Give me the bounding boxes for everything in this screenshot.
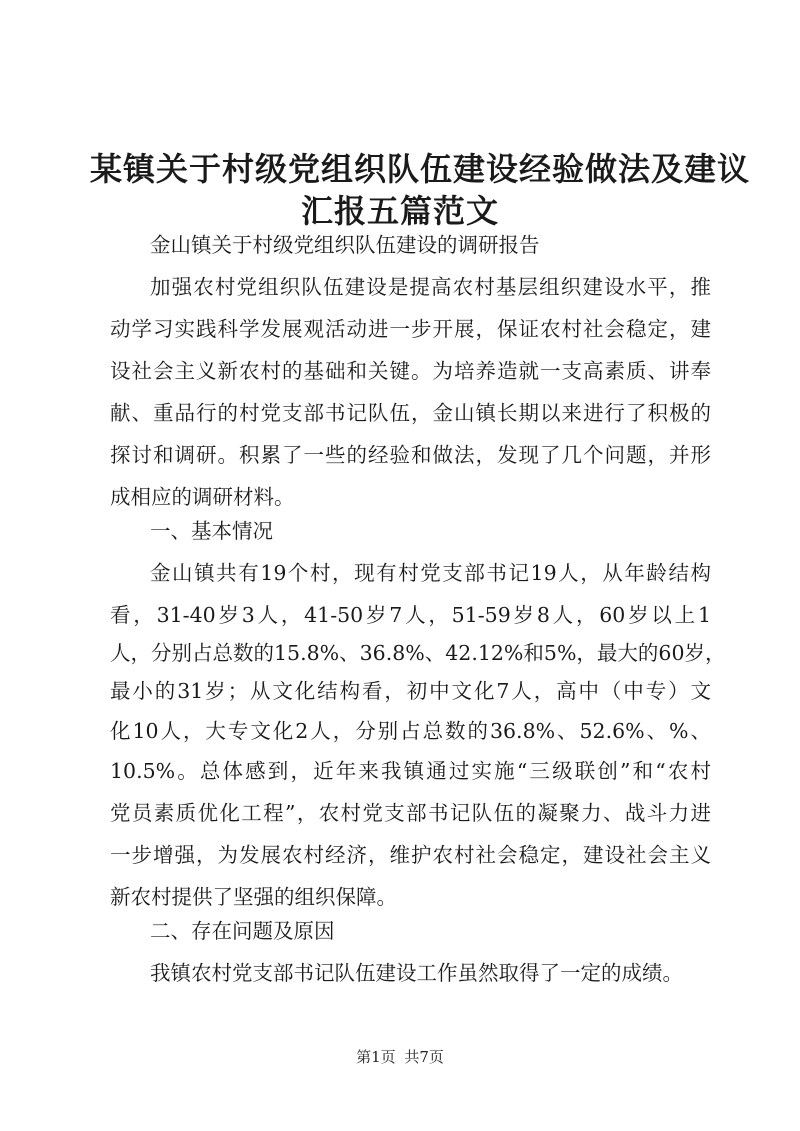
document-title-line-1: 某镇关于村级党组织队伍建设经验做法及建议 xyxy=(90,150,751,188)
page-number: 第1页 xyxy=(356,1048,396,1066)
paragraph-1-line: 献、重品行的村党支部书记队伍，金山镇长期以来进行了积极的 xyxy=(110,401,711,425)
paragraph-2-line: 一步增强，为发展农村经济，维护农村社会稳定，建设社会主义 xyxy=(110,843,711,867)
paragraph-1-line: 加强农村党组织队伍建设是提高农村基层组织建设水平，推 xyxy=(150,275,711,299)
document-title-line-2: 汇报五篇范文 xyxy=(300,192,499,230)
paragraph-2-line: 党员素质优化工程”，农村党支部书记队伍的凝聚力、战斗力进 xyxy=(110,801,711,825)
paragraph-2-line: 看，31-40岁3人，41-50岁7人，51-59岁8人，60岁以上1 xyxy=(110,603,711,627)
paragraph-2-line: 最小的31岁；从文化结构看，初中文化7人，高中（中专）文 xyxy=(110,679,711,703)
paragraph-2-line: 新农村提供了坚强的组织保障。 xyxy=(110,885,397,909)
page-total: 共7页 xyxy=(404,1048,444,1066)
section-heading-2: 二、存在问题及原因 xyxy=(150,919,335,943)
page-footer xyxy=(0,1046,800,1067)
paragraph-1-line: 动学习实践科学发展观活动进一步开展，保证农村社会稳定，建 xyxy=(110,317,711,341)
paragraph-2-line: 人，分别占总数的15.8%、36.8%、42.12%和5%，最大的60岁， xyxy=(110,641,726,665)
subtitle: 金山镇关于村级党组织队伍建设的调研报告 xyxy=(150,233,540,257)
paragraph-1-line: 设社会主义新农村的基础和关键。为培养造就一支高素质、讲奉 xyxy=(110,359,711,383)
paragraph-1-line: 成相应的调研材料。 xyxy=(110,485,295,509)
paragraph-2-line: 化10人，大专文化2人，分别占总数的36.8%、52.6%、%、 xyxy=(110,719,711,743)
section-heading-1: 一、基本情况 xyxy=(150,519,273,543)
paragraph-1-line: 探讨和调研。积累了一些的经验和做法，发现了几个问题，并形 xyxy=(110,443,711,467)
paragraph-3-line: 我镇农村党支部书记队伍建设工作虽然取得了一定的成绩。 xyxy=(150,961,683,985)
paragraph-2-line: 10.5%。总体感到，近年来我镇通过实施“三级联创”和“农村 xyxy=(110,759,711,783)
paragraph-2-line: 金山镇共有19个村，现有村党支部书记19人，从年龄结构 xyxy=(150,561,711,585)
